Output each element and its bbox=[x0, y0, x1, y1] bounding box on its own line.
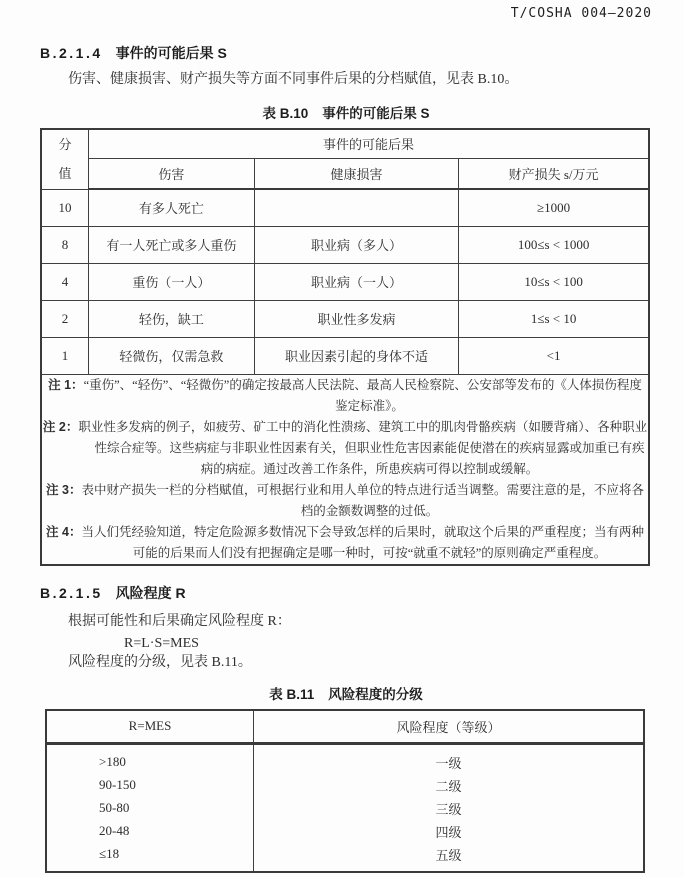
table-row bbox=[41, 300, 649, 337]
risk-formula: R=L·S=MES bbox=[124, 635, 199, 651]
cell-health: 职业因素引起的身体不适 bbox=[254, 337, 458, 374]
table-row bbox=[41, 337, 649, 374]
table-row bbox=[46, 774, 644, 797]
cell-injury: 有多人死亡 bbox=[88, 189, 254, 226]
cell-injury: 重伤（一人） bbox=[88, 263, 254, 300]
table-b11-caption-title: 风险程度的分级 bbox=[328, 686, 423, 702]
cell-rmes: 50-80 bbox=[46, 797, 254, 820]
table-row bbox=[46, 843, 644, 872]
column-header-rmes: R=MES bbox=[46, 710, 254, 744]
table-b10-caption-label: 表 B.10 bbox=[262, 106, 309, 121]
cell-rmes: 90-150 bbox=[46, 774, 254, 797]
section-title: 风险程度 R bbox=[115, 584, 186, 601]
table-row bbox=[46, 820, 644, 843]
column-header-property: 财产损失 s/万元 bbox=[459, 158, 649, 189]
cell-property: 1≤s < 10 bbox=[459, 300, 649, 337]
cell-health: 职业病（一人） bbox=[254, 263, 458, 300]
doc-code: T/COSHA 004—2020 bbox=[510, 6, 652, 21]
table-row bbox=[46, 797, 644, 820]
cell-property: 10≤s < 100 bbox=[459, 263, 649, 300]
cell-grade: 一级 bbox=[435, 755, 462, 771]
note-item bbox=[42, 522, 648, 564]
cell-health: 职业病（多人） bbox=[254, 226, 458, 263]
table-b10-caption-title: 事件的可能后果 S bbox=[322, 106, 430, 121]
cell-injury: 轻伤，缺工 bbox=[88, 300, 254, 337]
cell-property: ≥1000 bbox=[459, 189, 649, 226]
note-label: 注 2： bbox=[42, 419, 79, 434]
cell-rmes: 20-48 bbox=[46, 820, 254, 843]
column-header-health: 健康损害 bbox=[254, 158, 458, 189]
table-b10 bbox=[40, 128, 650, 566]
table-header-row bbox=[46, 710, 644, 744]
table-row bbox=[41, 226, 649, 263]
cell-injury: 轻微伤，仅需急救 bbox=[88, 337, 254, 374]
cell-grade: 五级 bbox=[435, 847, 462, 863]
section-title: 事件的可能后果 S bbox=[115, 45, 227, 61]
paragraph-b215-intro: 根据可能性和后果确定风险程度 R： bbox=[68, 613, 291, 629]
table-row bbox=[46, 743, 644, 774]
column-header-risk-grade: 风险程度（等级） bbox=[254, 710, 645, 744]
cell-score: 8 bbox=[41, 226, 88, 263]
cell-property: 100≤s < 1000 bbox=[459, 226, 649, 263]
note-item bbox=[42, 417, 648, 480]
section-number: B.2.1.5 bbox=[40, 584, 103, 601]
cell-rmes: >180 bbox=[46, 743, 254, 774]
paragraph-b215-grading: 风险程度的分级，见表 B.11。 bbox=[68, 654, 252, 670]
table-notes bbox=[41, 374, 649, 565]
column-header-score bbox=[41, 129, 88, 189]
group-header-consequence: 事件的可能后果 bbox=[88, 129, 649, 158]
column-header-injury: 伤害 bbox=[88, 158, 254, 189]
paragraph-b214: 伤害、健康损害、财产损失等方面不同事件后果的分档赋值，见表 B.10。 bbox=[68, 72, 519, 87]
section-heading-b215 bbox=[40, 583, 652, 603]
table-b10-caption bbox=[40, 102, 652, 122]
note-label: 注 3： bbox=[46, 482, 82, 497]
note-item bbox=[42, 480, 648, 522]
cell-injury: 有一人死亡或多人重伤 bbox=[88, 226, 254, 263]
cell-grade: 四级 bbox=[435, 824, 462, 840]
cell-score: 4 bbox=[41, 263, 88, 300]
cell-health bbox=[254, 189, 458, 226]
section-heading-b214 bbox=[40, 43, 652, 63]
note-text: 当人们凭经验知道，特定危险源多数情况下会导致怎样的后果时，就取这个后果的严重程度；当有两种可能的后果而人们没有把握确定是哪一种时，可按“就重不就轻”的原则确定严重程度。 bbox=[81, 524, 644, 560]
note-text: 职业性多发病的例子，如疲劳、矿工中的消化性溃疡、建筑工中的肌肉骨骼疾病（如腰背痛）、各种职业性综合症等。这些病症与非职业性因素有关，但职业性危害因素能促使潜在的疾病显露或加重已有疾病的病症。通过改善工作条件，所患疾病可得以控制或缓解。 bbox=[78, 419, 648, 476]
table-row bbox=[41, 189, 649, 226]
cell-score: 2 bbox=[41, 300, 88, 337]
table-b11-caption bbox=[40, 683, 652, 703]
cell-score: 1 bbox=[41, 337, 88, 374]
cell-health: 职业性多发病 bbox=[254, 300, 458, 337]
cell-grade: 二级 bbox=[435, 778, 462, 794]
note-text: “重伤”、“轻伤”、“轻微伤”的确定按最高人民法院、最高人民检察院、公安部等发布的《人体损伤程度鉴定标准》。 bbox=[83, 377, 642, 413]
score-header-line2: 值 bbox=[58, 166, 72, 182]
cell-grade: 三级 bbox=[435, 801, 462, 817]
table-b11-caption-label: 表 B.11 bbox=[269, 686, 315, 702]
table-row bbox=[41, 263, 649, 300]
note-text: 表中财产损失一栏的分档赋值，可根据行业和用人单位的特点进行适当调整。需要注意的是，不应将各档的金额数调整的过低。 bbox=[81, 482, 644, 518]
note-label: 注 1： bbox=[48, 377, 84, 392]
cell-score: 10 bbox=[41, 189, 88, 226]
table-b11 bbox=[45, 709, 645, 873]
cell-rmes: ≤18 bbox=[46, 843, 254, 872]
cell-property: <1 bbox=[459, 337, 649, 374]
note-item bbox=[42, 375, 648, 417]
note-label: 注 4： bbox=[46, 524, 82, 539]
score-header-line1: 分 bbox=[58, 137, 72, 153]
table-notes-row bbox=[41, 374, 649, 565]
section-number: B.2.1.4 bbox=[40, 45, 103, 61]
